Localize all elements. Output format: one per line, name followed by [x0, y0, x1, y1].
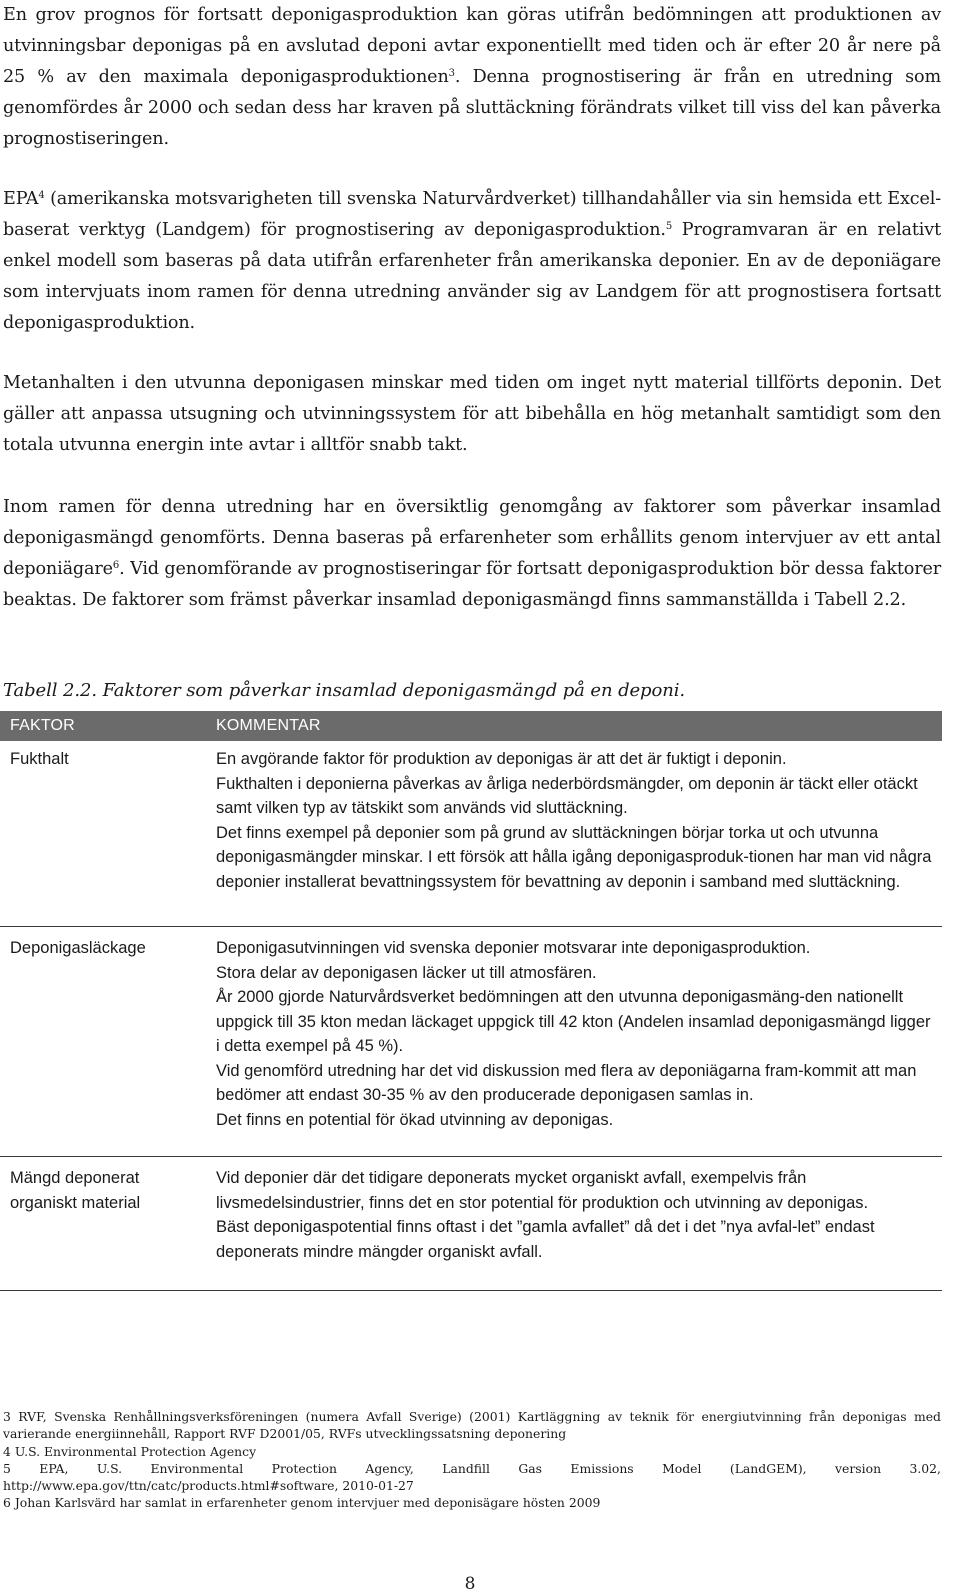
table-header	[0, 711, 942, 741]
factor-cell: Fukthalt	[10, 750, 69, 768]
comment-line: Det finns exempel på deponier som på grund av sluttäckningen börjar torka ut och utvunna deponigasmängder minskar. I ett försök att hålla igång deponigasproduk-tionen har man vid några deponier installerat bevattningssystem för bevattning av deponin i samband med sluttäckning.	[216, 823, 932, 891]
comment-line: Deponigasutvinningen vid svenska deponier motsvarar inte deponigasproduktion.	[216, 939, 811, 957]
comment-cell	[206, 747, 942, 926]
factor-cell: Mängd deponerat organiskt material	[10, 1169, 141, 1212]
footnotes	[3, 1408, 941, 1512]
paragraph-text: Metanhalten i den utvunna deponigasen minskar med tiden om inget nytt material tillförts deponin. Det gäller att anpassa utsugning och utvinningssystem för att bibehålla en hög metanhalt samtidigt som den totala utvunna energin inte avtar i alltför snabb takt.	[3, 373, 941, 455]
footnote-ref: 4	[38, 190, 45, 201]
paragraph-factors	[3, 492, 941, 616]
footnote: 5 EPA, U.S. Environmental Protection Agency, Landfill Gas Emissions Model (LandGEM), version 3.02, http://www.epa.gov/ttn/catc/products.html#software, 2010-01-27	[3, 1460, 941, 1494]
paragraph-text: Programvaran är en relativt enkel modell som baseras på data utifrån erfarenheter från amerikanska deponier. En av de deponiägare som intervjuats inom ramen för denna utredning använder sig av Landgem för att prognostisera fortsatt deponigasproduktion.	[3, 220, 941, 333]
header-comment: KOMMENTAR	[216, 717, 321, 734]
table-row-fukthalt	[0, 741, 942, 927]
footnote-ref: 6	[112, 560, 120, 571]
comment-line: Vid deponier där det tidigare deponerats mycket organiskt avfall, exempelvis från livsmedelsindustrier, finns det en stor potential för produktion och utvinning av deponigas.	[216, 1169, 869, 1212]
paragraph-epa	[3, 184, 941, 339]
header-factor: FAKTOR	[10, 717, 75, 734]
footnote-ref: 3	[448, 68, 455, 79]
footnote: 6 Johan Karlsvärd har samlat in erfarenheter genom intervjuer med deponisägare hösten 2009	[3, 1495, 601, 1511]
table-row-organiskt-material	[0, 1157, 942, 1291]
paragraph-text: En grov prognos för fortsatt deponigasproduktion kan göras utifrån bedömningen att produktionen av utvinningsbar deponigas på en avslutad deponi avtar exponentiellt med tiden och är efter 20 år nere på 25 % av den maximala deponigasproduktionen	[3, 5, 941, 87]
table-row-deponigaslackage	[0, 927, 942, 1157]
table-caption: Tabell 2.2. Faktorer som påverkar insamlad deponigasmängd på en deponi.	[3, 680, 685, 701]
footnote-ref: 5	[665, 221, 673, 232]
factors-table	[0, 711, 942, 1291]
paragraph-methane	[3, 368, 941, 461]
comment-line: En avgörande faktor för produktion av deponigas är att det är fuktigt i deponin.	[216, 750, 787, 768]
comment-line: Bäst deponigaspotential finns oftast i det ”gamla avfallet” då det i det ”nya avfal-let” endast deponerats mindre mängder organiskt avfall.	[216, 1218, 875, 1261]
comment-line: Stora delar av deponigasen läcker ut till atmosfären.	[216, 963, 597, 982]
paragraph-text: . Vid genomförande av prognostiseringar för fortsatt deponigasproduktion bör dessa faktorer beaktas. De faktorer som främst påverkar insamlad deponigasmängd finns sammanställda i Tabell 2.2.	[3, 559, 941, 610]
paragraph-prognosis	[3, 0, 941, 155]
footnote: 3 RVF, Svenska Renhållningsverksföreningen (numera Avfall Sverige) (2001) Kartläggning av teknik för energiutvinning från deponigas med varierande energiinnehåll, Rapport RVF D2001/05, RVFs utvecklingssatsning deponering	[3, 1409, 941, 1442]
comment-line: Fukthalten i deponierna påverkas av årliga nederbördsmängder, om deponin är täckt eller otäckt samt vilken typ av tätskikt som används vid sluttäckning.	[216, 774, 918, 817]
paragraph-text: EPA	[3, 189, 39, 209]
paragraph-text: (amerikanska motsvarigheten till svenska Naturvårdverket) tillhandahåller via sin hemsida ett Excel-baserat verktyg (Landgem) för prognostisering av deponigasproduktion.	[3, 189, 941, 240]
comment-line: Det finns en potential för ökad utvinning av deponigas.	[216, 1110, 614, 1129]
paragraph-text: . Denna prognostisering är från en utredning som genomfördes år 2000 och sedan dess har kraven på sluttäckning förändrats vilket till viss del kan påverka prognostiseringen.	[3, 67, 941, 149]
comment-line: Vid genomförd utredning har det vid diskussion med flera av deponiägarna fram-kommit att man bedömer att endast 30-35 % av den producerade deponigasen samlas in.	[216, 1061, 917, 1104]
paragraph-text: Inom ramen för denna utredning har en översiktlig genomgång av faktorer som påverkar insamlad deponigasmängd genomförts. Denna baseras på erfarenheter som erhållits genom intervjuer av ett antal deponiägare	[3, 497, 941, 579]
comment-cell	[206, 1166, 942, 1290]
page-number: 8	[464, 1574, 476, 1594]
comment-line: År 2000 gjorde Naturvårdsverket bedömningen att den utvunna deponigasmäng-den nationellt uppgick till 35 kton medan läckaget uppgick till 42 kton (Andelen insamlad deponigasmängd ligger i detta exempel på 45 %).	[216, 988, 931, 1055]
footnote: 4 U.S. Environmental Protection Agency	[3, 1443, 257, 1459]
factor-cell: Deponigasläckage	[10, 939, 146, 957]
comment-cell	[206, 936, 942, 1156]
